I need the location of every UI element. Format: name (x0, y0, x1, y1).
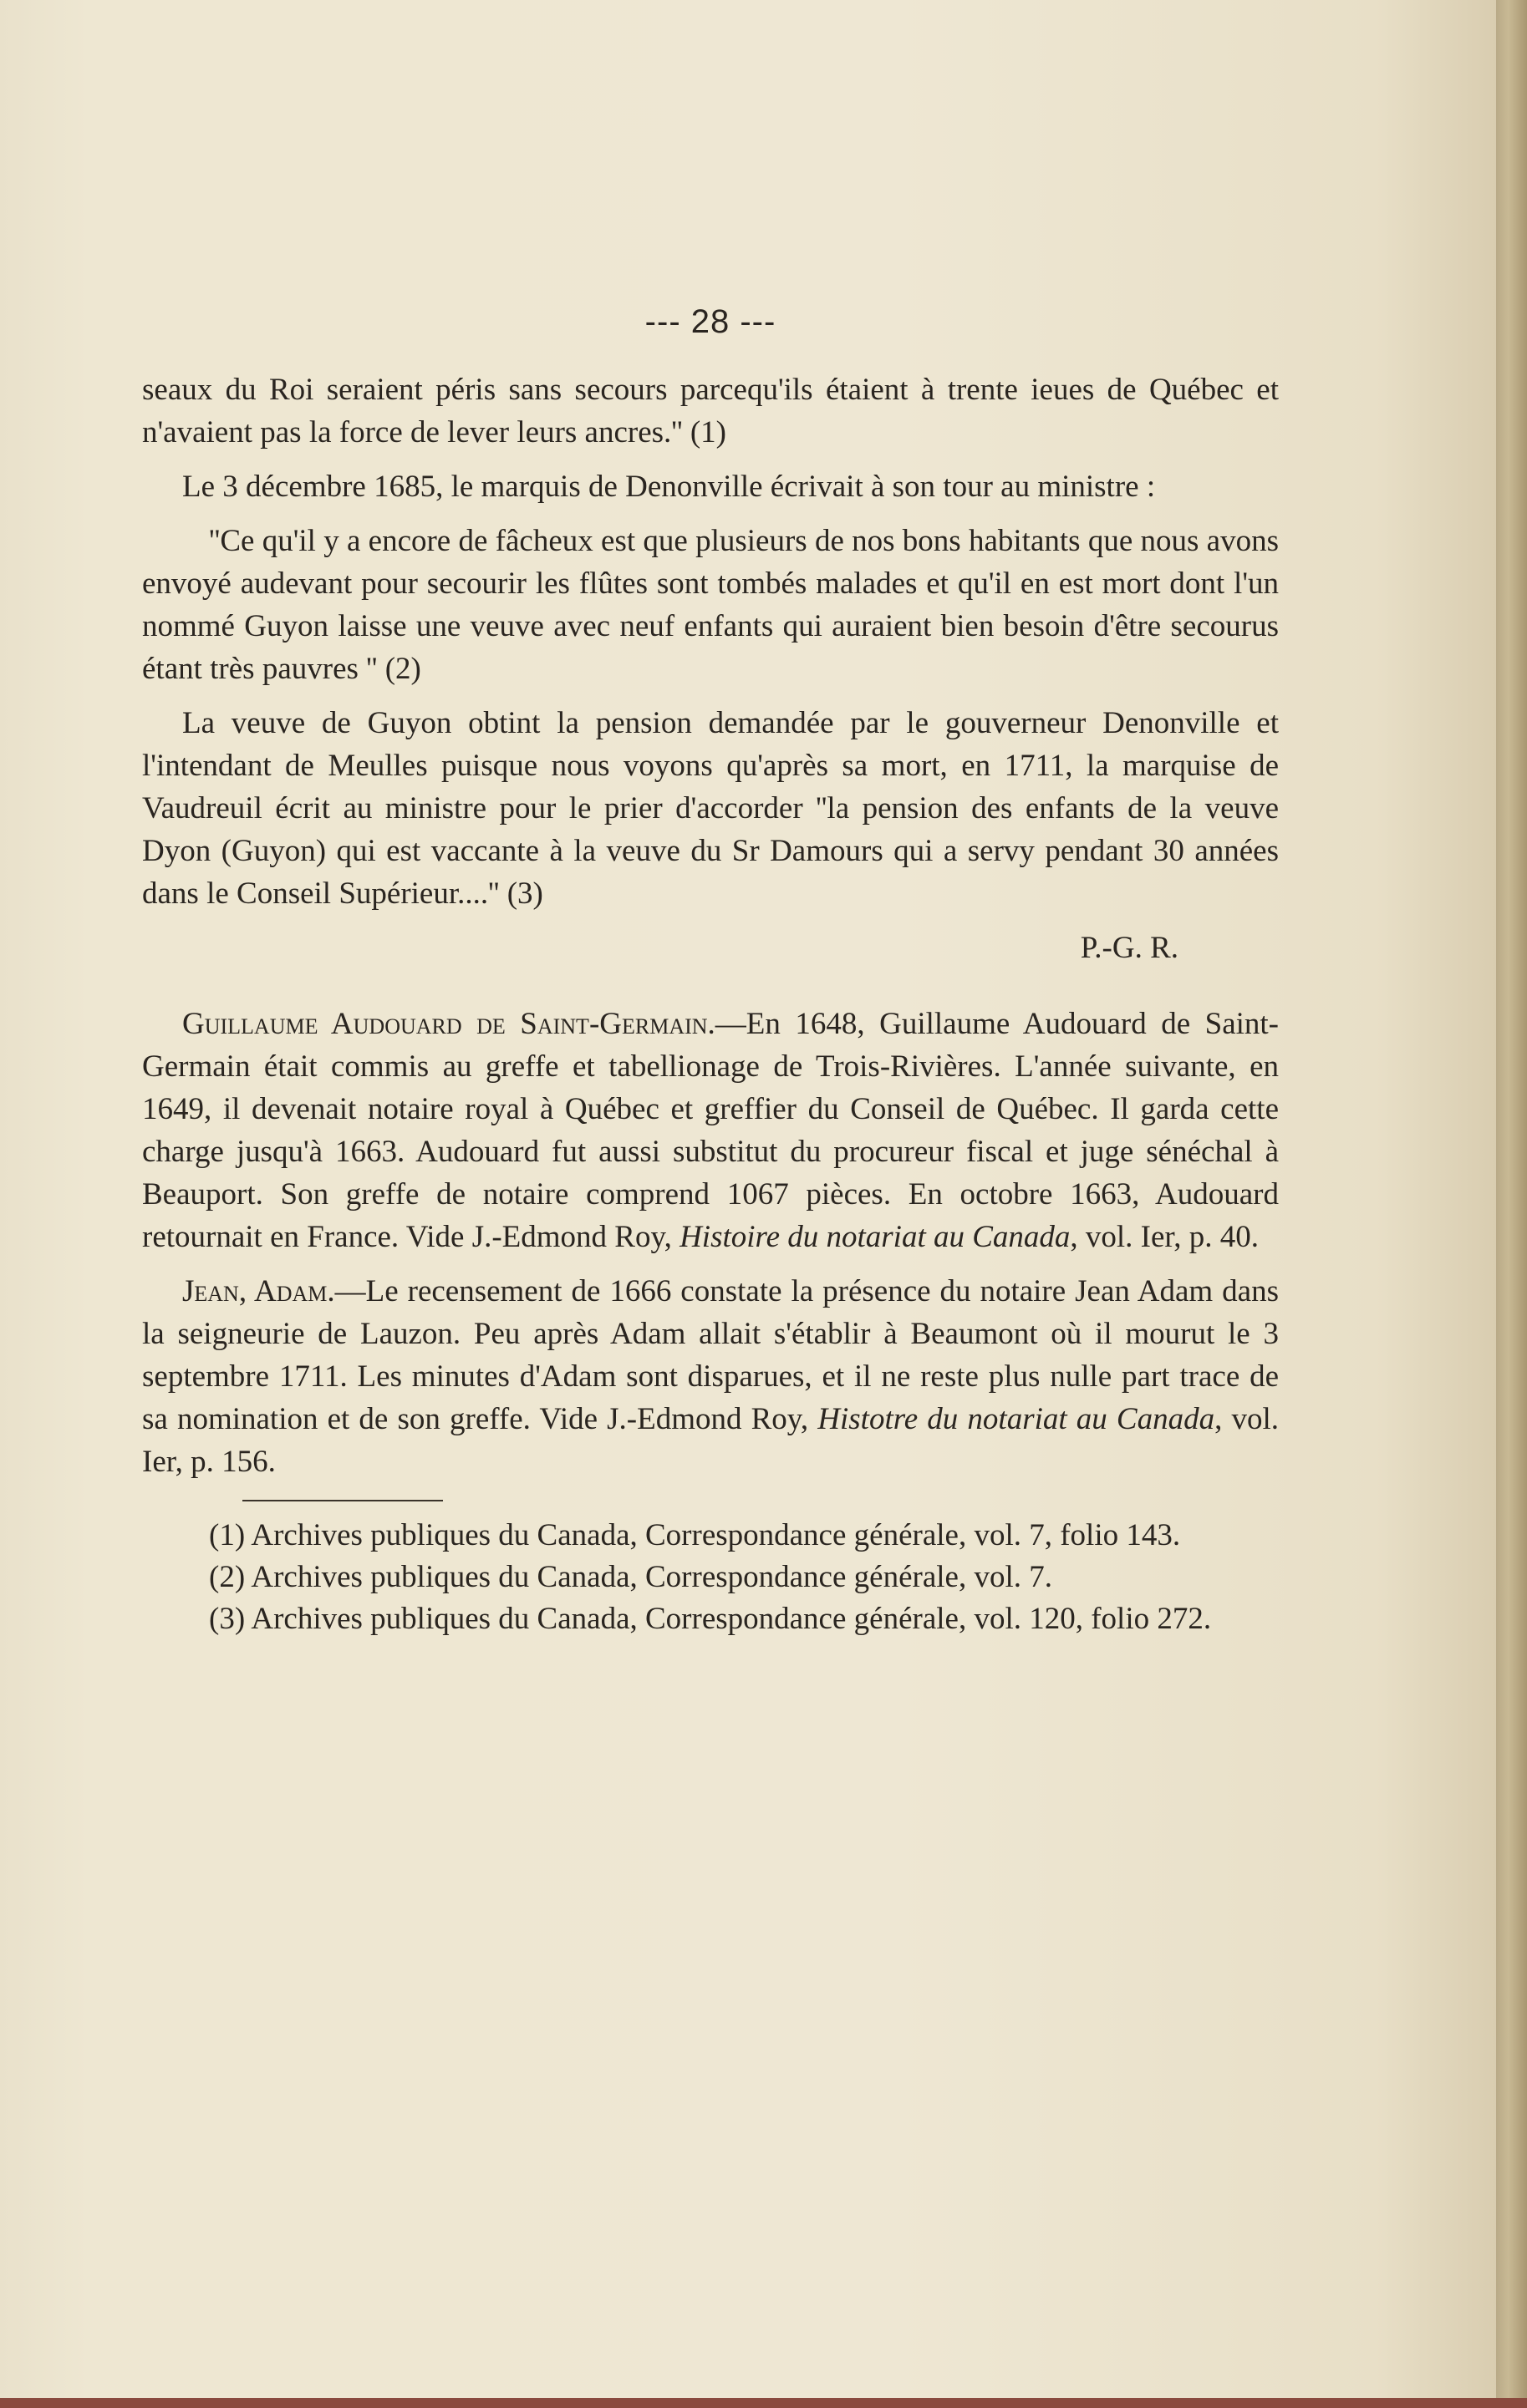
footnote-divider (242, 1500, 443, 1501)
entry-adam-heading: Jean, Adam. (182, 1274, 335, 1308)
footnote-3: (3) Archives publiques du Canada, Correspondance générale, vol. 120, folio 272. (209, 1602, 1212, 1636)
paragraph-1: seaux du Roi seraient péris sans secours parcequ'ils étaient à trente ieues de Québec et n'avaient pas la force de lever leurs ancres.'' (1) (142, 373, 1279, 450)
entry-adam-tail: , vol. Ier, p. 156. (142, 1402, 1279, 1479)
book-bottom-edge (0, 2398, 1527, 2408)
entry-audouard-title: Histoire du notariat au Canada (680, 1220, 1071, 1254)
page-number: --- 28 --- (644, 303, 776, 340)
entry-audouard-tail: , vol. Ier, p. 40. (1070, 1220, 1260, 1254)
entry-audouard-heading: Guillaume Audouard de Saint-Germain. (182, 1007, 715, 1041)
entry-adam-body: —Le recensement de 1666 constate la présence du notaire Jean Adam dans la seigneurie de Lauzon. Peu après Adam allait s'établir à Beaumont où il mourut le 3 septembre 1711. Les minutes d'Adam sont disparues, et il ne reste plus nulle part trace de sa nomination et de son greffe. Vide J.-Edmond Roy, (142, 1274, 1279, 1436)
signature: P.-G. R. (1080, 931, 1178, 965)
entry-audouard-body: —En 1648, Guillaume Audouard de Saint-Germain était commis au greffe et tabellionage de Trois-Rivières. L'année suivante, en 1649, il devenait notaire royal à Québec et greffier du Conseil de Québec. Il garda cette charge jusqu'à 1663. Audouard fut aussi substitut du procureur fiscal et juge sénéchal à Beauport. Son greffe de notaire comprend 1067 pièces. En octobre 1663, Audouard retournait en France. Vide J.-Edmond Roy, (142, 1007, 1279, 1254)
book-spine-edge (1496, 0, 1527, 2408)
entry-adam-title: Histotre du notariat au Canada (817, 1402, 1215, 1436)
entry-adam (142, 1270, 1279, 1483)
footnote-2: (2) Archives publiques du Canada, Correspondance générale, vol. 7. (209, 1560, 1052, 1594)
paragraph-4: La veuve de Guyon obtint la pension demandée par le gouverneur Denonville et l'intendant de Meulles puisque nous voyons qu'après sa mort, en 1711, la marquise de Vaudreuil écrit au ministre pour le prier d'accorder ''la pension des enfants de la veuve Dyon (Guyon) qui est vaccante à la veuve du Sr Damours qui a servy pendant 30 années dans le Conseil Supérieur....'' (3) (142, 706, 1279, 911)
footnote-1: (1) Archives publiques du Canada, Correspondance générale, vol. 7, folio 143. (209, 1518, 1181, 1552)
paragraph-quote: ''Ce qu'il y a encore de fâcheux est que plusieurs de nos bons habitants que nous avons envoyé audevant pour secourir les flûtes sont tombés malades et qu'il en est mort dont l'un nommé Guyon laisse une veuve avec neuf enfants qui auraient bien besoin d'être secourus étant très pauvres '' (2) (142, 524, 1279, 686)
page-text (142, 301, 1279, 1642)
paragraph-2: Le 3 décembre 1685, le marquis de Denonville écrivait à son tour au ministre : (182, 470, 1156, 504)
entry-audouard (142, 1003, 1279, 1258)
